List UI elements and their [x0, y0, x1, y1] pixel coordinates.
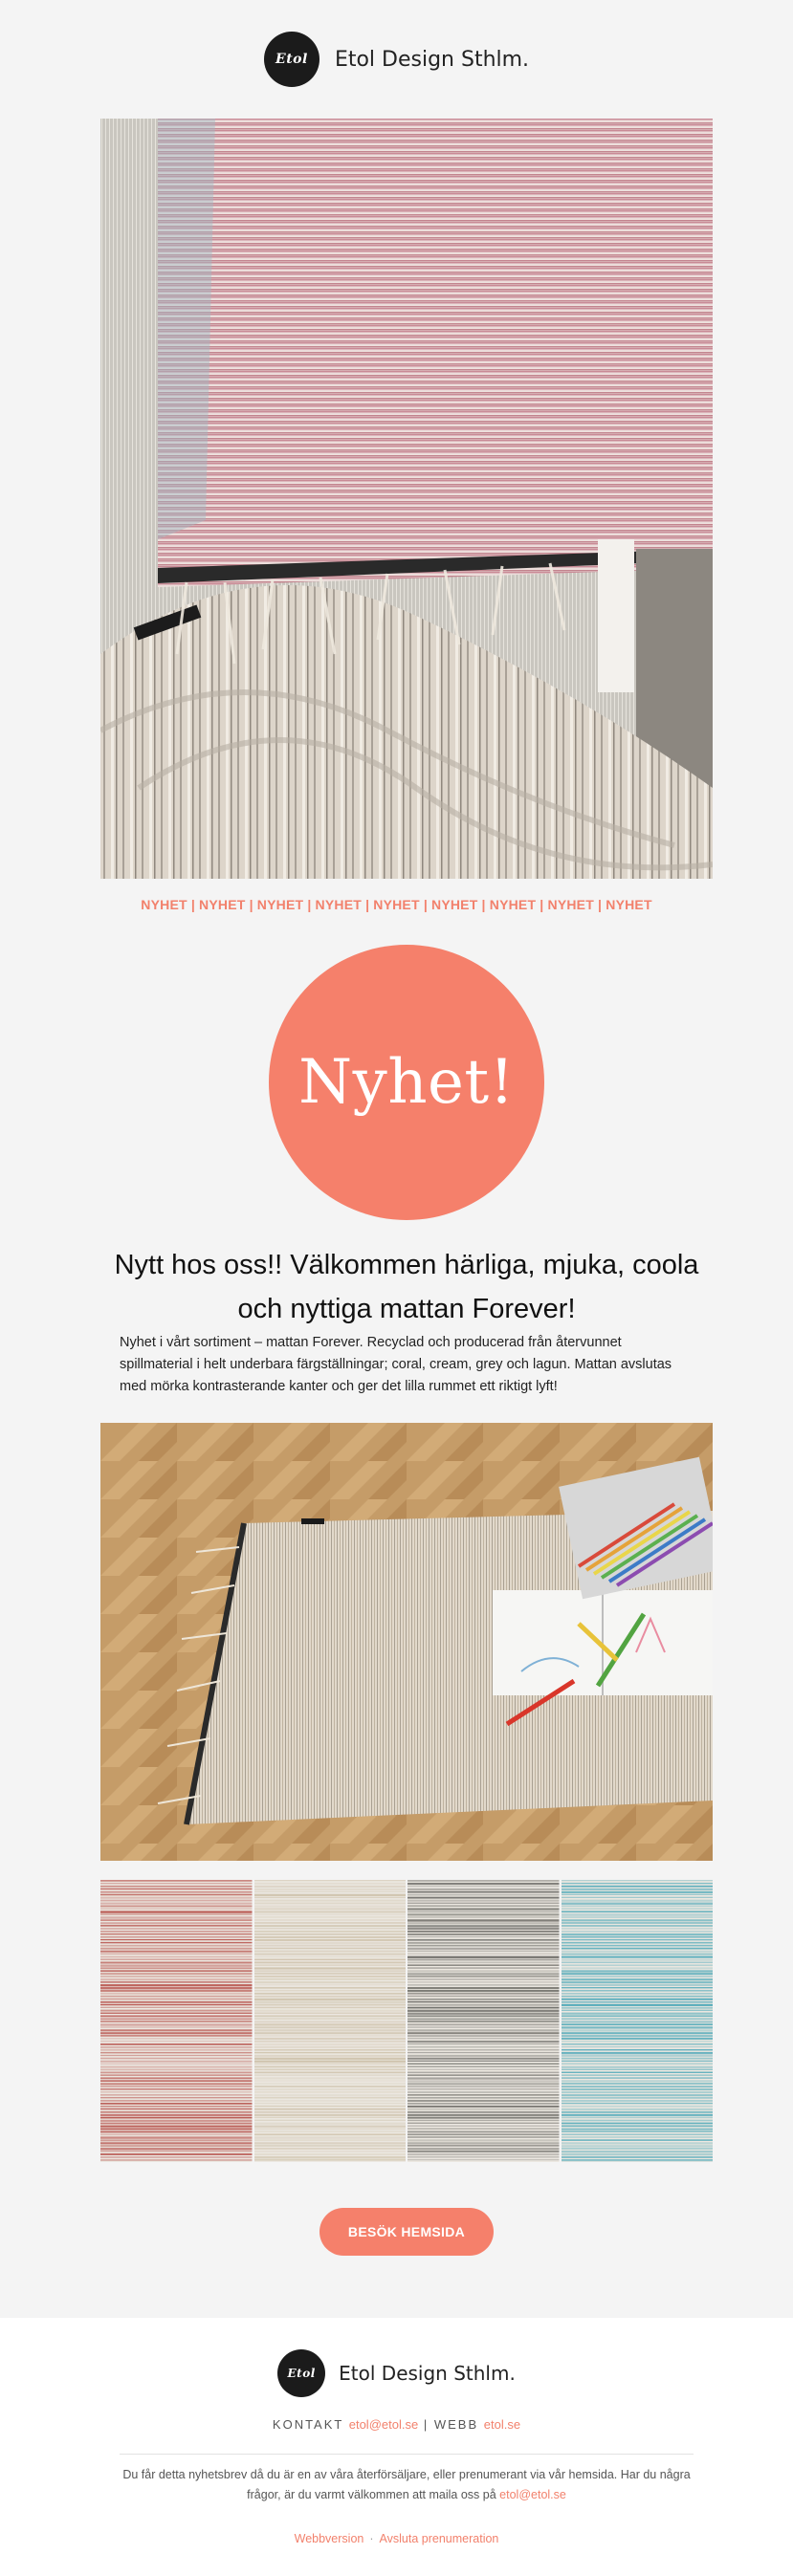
contact-email-link[interactable]: etol@etol.se [348, 2417, 419, 2432]
footer-logo-text: Etol [287, 2367, 316, 2380]
subscription-notice [120, 2465, 694, 2505]
contact-separator: | [423, 2417, 430, 2432]
notice-email-link[interactable]: etol@etol.se [499, 2488, 566, 2501]
visit-website-button[interactable]: BESÖK HEMSIDA [319, 2208, 494, 2256]
footer-brand [0, 2348, 793, 2398]
nyhet-tagline: NYHET | NYHET | NYHET | NYHET | NYHET | NYHET | NYHET | NYHET | NYHET [141, 897, 652, 912]
footer-brand-name: Etol Design Sthlm. [339, 2362, 516, 2385]
color-swatches [100, 1880, 713, 2162]
hero-image [100, 119, 713, 879]
web-version-link[interactable]: Webbversion [294, 2532, 364, 2545]
link-separator: · [369, 2532, 374, 2545]
contact-label: KONTAKT [272, 2417, 344, 2432]
swatch-cream [254, 1880, 407, 2162]
rug-product-image [100, 1423, 713, 1861]
swatch-coral [100, 1880, 253, 2162]
headline: Nytt hos oss!! Välkommen härliga, mjuka, coola och nyttiga mattan Forever! [114, 1250, 699, 1324]
footer-etol-logo[interactable] [277, 2349, 325, 2397]
swatch-grey [408, 1880, 560, 2162]
newsletter-header [0, 31, 793, 88]
unsubscribe-link[interactable]: Avsluta prenumeration [379, 2532, 499, 2545]
contact-line [0, 2417, 793, 2432]
footer [0, 2318, 793, 2576]
etol-logo[interactable] [264, 32, 319, 87]
nyhet-badge [269, 945, 544, 1220]
notice-text: Du får detta nyhetsbrev då du är en av våra återförsäljare, eller prenumerant via vår hemsida. Har du några frågor, är du varmt välkommen att maila oss på [122, 2468, 691, 2501]
logo-text: Etol [275, 52, 308, 67]
web-label: WEBB [433, 2417, 479, 2432]
footer-links [0, 2532, 793, 2545]
swatch-lagun [562, 1880, 714, 2162]
badge-text: Nyhet! [298, 1047, 515, 1118]
brand-name: Etol Design Sthlm. [334, 47, 530, 72]
body-text: Nyhet i vårt sortiment – mattan Forever. Recyclad och producerad från återvunnet spillmaterial i helt underbara färgställningar; coral, cream, grey och lagun. Mattan avslutas med mörka kontrasterande kanter och ger det lilla rummet ett riktigt lyft! [120, 1335, 672, 1394]
footer-divider [120, 2454, 694, 2455]
web-link[interactable]: etol.se [483, 2417, 521, 2432]
